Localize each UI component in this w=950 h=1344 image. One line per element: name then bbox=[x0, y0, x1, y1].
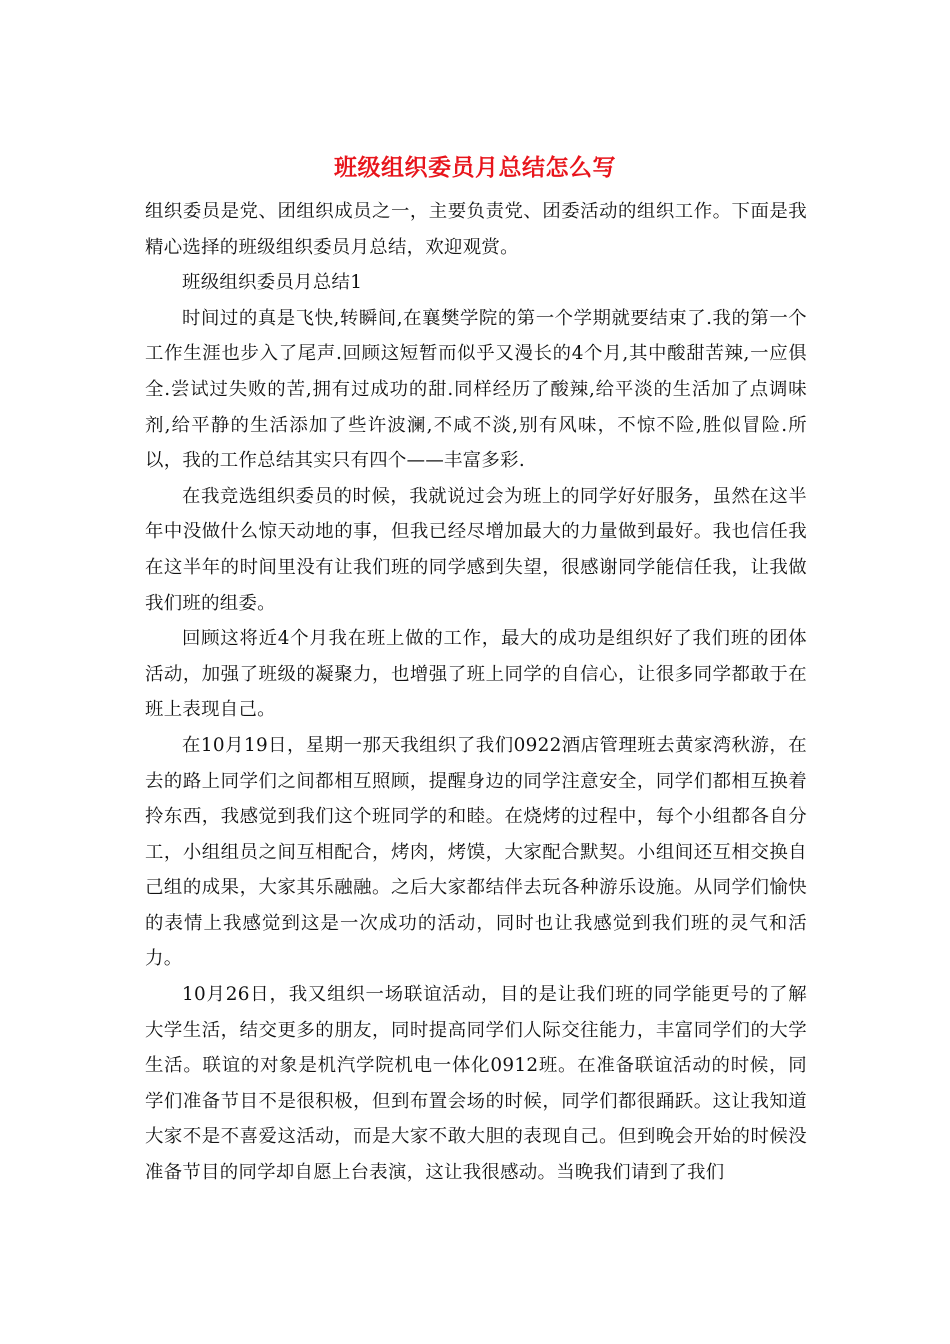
body-paragraph: 10月26日，我又组织一场联谊活动，目的是让我们班的同学能更号的了解大学生活，结交更多的朋友，同时提高同学们人际交往能力，丰富同学们的大学生活。联谊的对象是机汽学院机电一体化0912班。在准备联谊活动的时候，同学们准备节目不是很积极，但到布置会场的时候，同学们都很踊跃。这让我知道大家不是不喜爱这活动，而是大家不敢大胆的表现自己。但到晚会开始的时候没准备节目的同学却自愿上台表演，这让我很感动。当晚我们请到了我们 bbox=[145, 984, 807, 1184]
body-paragraph: 回顾这将近4个月我在班上做的工作，最大的成功是组织好了我们班的团体活动，加强了班级的凝聚力，也增强了班上同学的自信心，让很多同学都敢于在班上表现自己。 bbox=[145, 628, 807, 721]
document-title: 班级组织委员月总结怎么写 bbox=[334, 154, 616, 181]
document-body bbox=[145, 194, 807, 1191]
body-paragraph: 时间过的真是飞快,转瞬间,在襄樊学院的第一个学期就要结束了.我的第一个工作生涯也步入了尾声.回顾这短暂而似乎又漫长的4个月,其中酸甜苦辣,一应俱全.尝试过失败的苦,拥有过成功的甜.同样经历了酸辣,给平淡的生活加了点调味剂,给平静的生活添加了些许波澜,不咸不淡,别有风味，不惊不险,胜似冒险.所以，我的工作总结其实只有四个——丰富多彩. bbox=[145, 307, 807, 472]
body-paragraph: 在我竞选组织委员的时候，我就说过会为班上的同学好好服务，虽然在这半年中没做什么惊天动地的事，但我已经尽增加最大的力量做到最好。我也信任我在这半年的时间里没有让我们班的同学感到失望，很感谢同学能信任我，让我做我们班的组委。 bbox=[145, 485, 807, 614]
section-heading: 班级组织委员月总结1 bbox=[182, 272, 363, 294]
body-paragraph: 在10月19日，星期一那天我组织了我们0922酒店管理班去黄家湾秋游，在去的路上同学们之间都相互照顾，提醒身边的同学注意安全，同学们都相互换着拎东西，我感觉到我们这个班同学的和睦。在烧烤的过程中，每个小组都各自分工，小组组员之间互相配合，烤肉，烤馍，大家配合默契。小组间还互相交换自己组的成果，大家其乐融融。之后大家都结伴去玩各种游乐设施。从同学们愉快的表情上我感觉到这是一次成功的活动，同时也让我感觉到我们班的灵气和活力。 bbox=[145, 734, 807, 970]
intro-paragraph: 组织委员是党、团组织成员之一，主要负责党、团委活动的组织工作。下面是我精心选择的班级组织委员月总结，欢迎观赏。 bbox=[145, 201, 807, 258]
